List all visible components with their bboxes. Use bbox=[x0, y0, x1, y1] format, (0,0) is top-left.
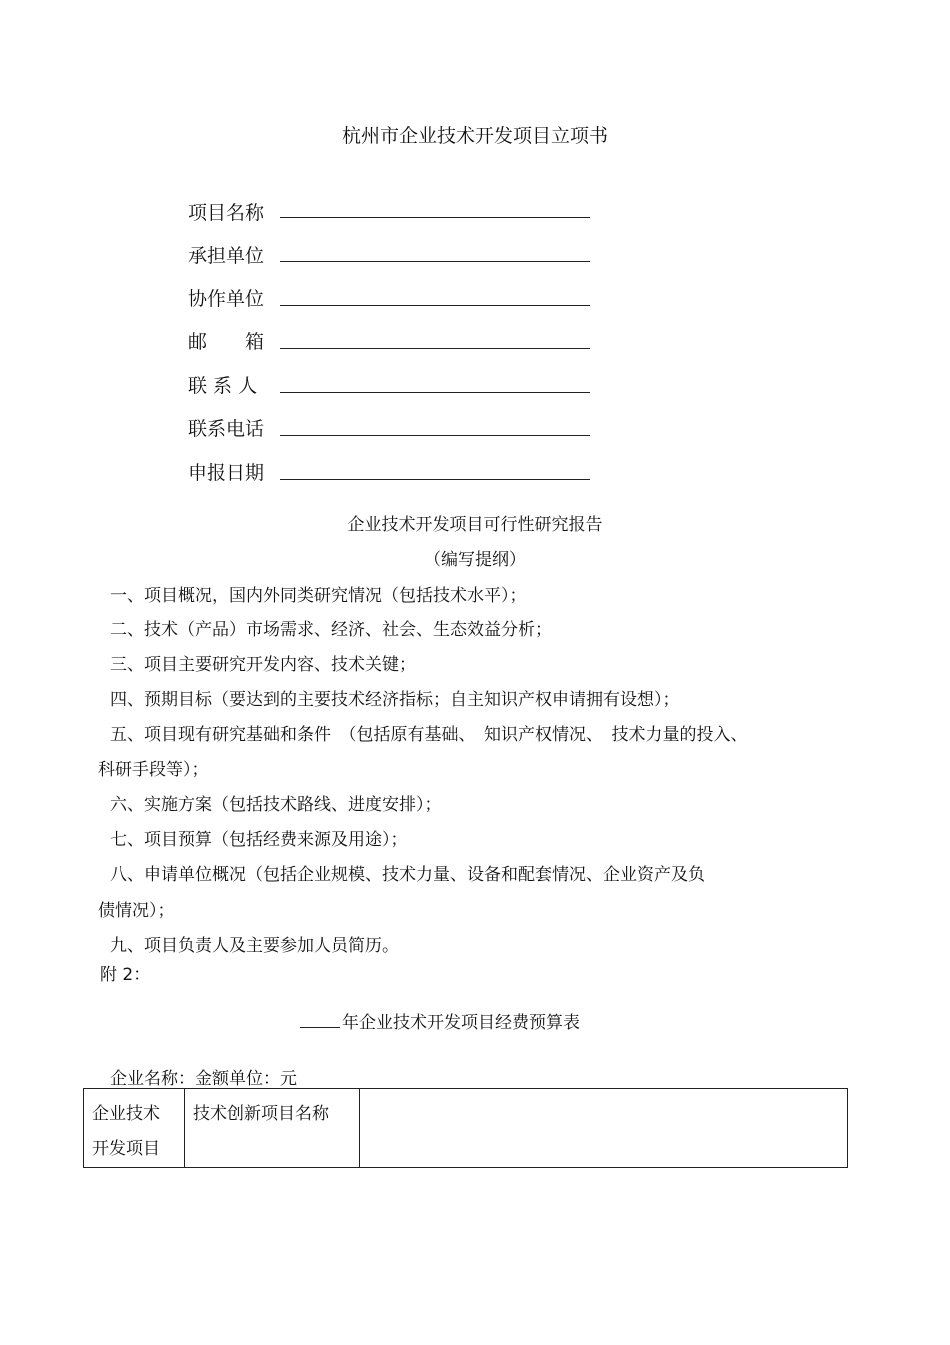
field-label-undertaking-unit: 承担单位 bbox=[188, 245, 265, 267]
table-row bbox=[84, 1089, 848, 1168]
field-line-undertaking-unit bbox=[280, 261, 590, 262]
budget-title-text: 年企业技术开发项目经费预算表 bbox=[342, 1013, 580, 1033]
field-line-cooperating-unit bbox=[280, 305, 590, 306]
field-line-email bbox=[280, 348, 590, 349]
cell-text-project-type: 企业技术开发项目 bbox=[92, 1104, 160, 1159]
outline-item-5: 五、项目现有研究基础和条件 （包括原有基础、 知识产权情况、 技术力量的投入、 bbox=[110, 725, 748, 745]
outline-item-8: 八、申请单位概况（包括企业规模、技术力量、设备和配套情况、企业资产及负 bbox=[110, 865, 705, 885]
table-cell-project-type bbox=[84, 1089, 185, 1168]
outline-item-1: 一、项目概况，国内外同类研究情况（包括技术水平）； bbox=[110, 586, 527, 606]
table-cell-project-name-label bbox=[185, 1089, 360, 1168]
field-line-contact bbox=[280, 392, 590, 393]
field-label-date: 申报日期 bbox=[188, 462, 265, 484]
appendix-label: 附 2： bbox=[100, 965, 151, 985]
report-title: 企业技术开发项目可行性研究报告 bbox=[347, 515, 603, 535]
outline-item-2: 二、技术（产品）市场需求、经济、社会、生态效益分析； bbox=[110, 620, 552, 640]
outline-item-3: 三、项目主要研究开发内容、技术关键； bbox=[110, 655, 416, 675]
budget-table bbox=[83, 1088, 848, 1168]
outline-item-7: 七、项目预算（包括经费来源及用途）； bbox=[110, 830, 408, 850]
cell-text-project-name-value bbox=[360, 1089, 847, 1097]
cell-text-project-name-label: 技术创新项目名称 bbox=[193, 1104, 329, 1124]
outline-item-9: 九、项目负责人及主要参加人员简历。 bbox=[110, 936, 399, 956]
field-line-date bbox=[280, 479, 590, 480]
outline-item-6: 六、实施方案（包括技术路线、进度安排）； bbox=[110, 795, 442, 815]
document-title: 杭州市企业技术开发项目立项书 bbox=[341, 125, 608, 147]
field-label-cooperating-unit: 协作单位 bbox=[188, 288, 265, 310]
field-line-phone bbox=[280, 435, 590, 436]
field-label-project-name: 项目名称 bbox=[188, 202, 265, 224]
outline-item-5-cont: 科研手段等）； bbox=[98, 760, 209, 780]
table-cell-project-name-value bbox=[360, 1089, 848, 1168]
field-line-project-name bbox=[280, 217, 590, 218]
field-label-phone: 联系电话 bbox=[188, 418, 265, 440]
field-label-email: 邮 箱 bbox=[188, 331, 265, 353]
outline-item-4: 四、预期目标（要达到的主要技术经济指标；自主知识产权申请拥有设想）； bbox=[110, 690, 680, 710]
report-subtitle: （编写提纲） bbox=[424, 550, 526, 570]
field-label-contact: 联 系 人 bbox=[188, 375, 258, 397]
budget-title bbox=[300, 1008, 580, 1033]
company-amount-line: 企业名称：金额单位：元 bbox=[110, 1069, 297, 1089]
year-blank-line bbox=[300, 1010, 340, 1028]
outline-item-8-cont: 债情况）； bbox=[98, 901, 175, 921]
